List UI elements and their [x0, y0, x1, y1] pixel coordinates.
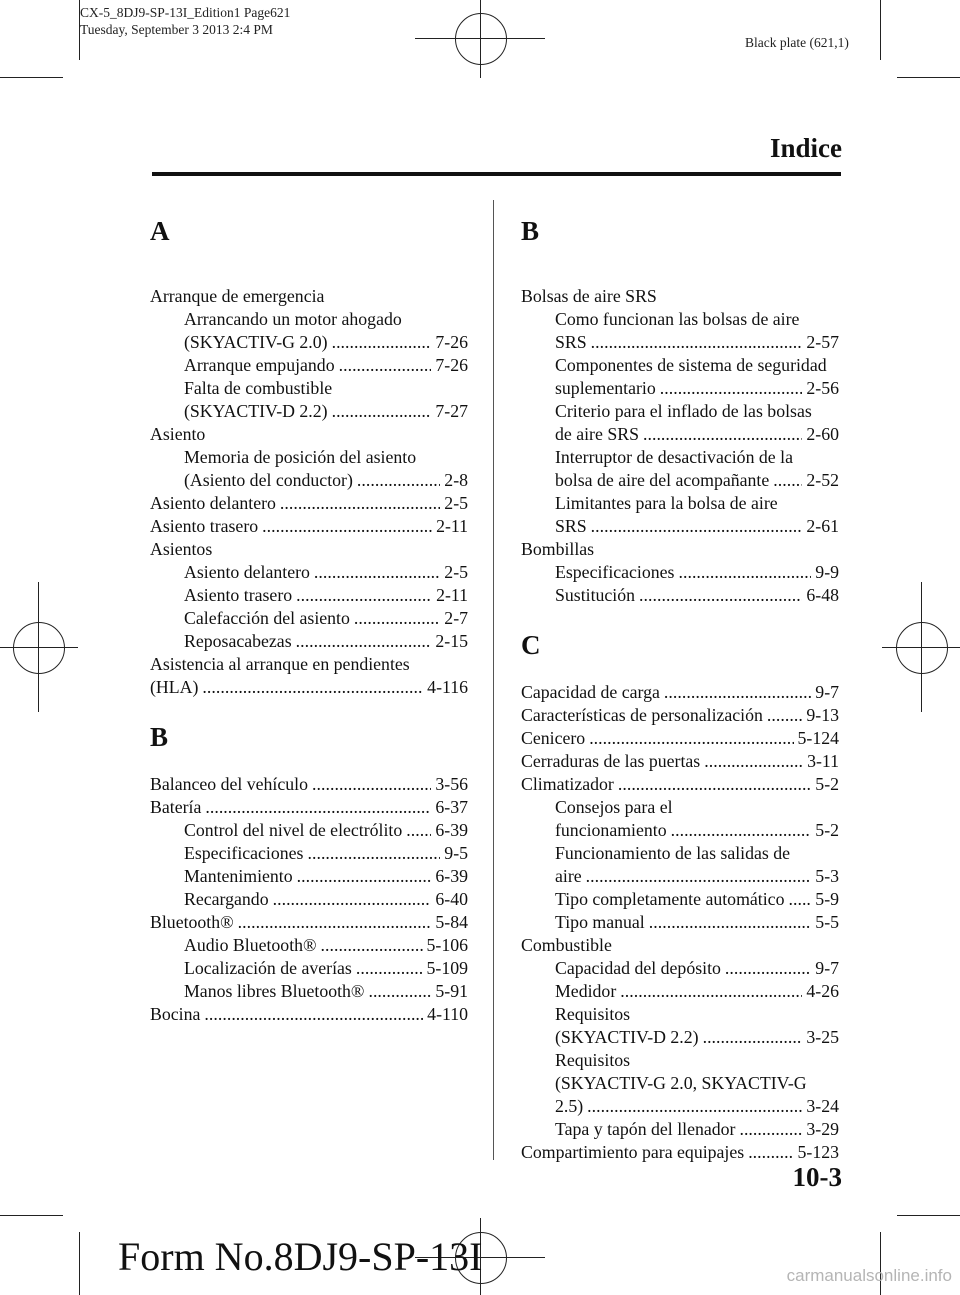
dot-leader [297, 865, 432, 888]
index-subentry [521, 584, 839, 607]
dot-leader [314, 561, 440, 584]
index-subentry [150, 957, 468, 980]
entry-text: funcionamiento [555, 820, 667, 840]
page-reference: 7-26 [435, 332, 468, 352]
index-entry [150, 773, 468, 796]
page-reference: 4-110 [427, 1004, 468, 1024]
index-entry [521, 704, 839, 727]
page-reference: 2-52 [806, 470, 839, 490]
dot-leader [204, 1003, 423, 1026]
page-reference: 9-7 [815, 958, 839, 978]
page-reference: 5-109 [426, 958, 468, 978]
entry-text: Componentes de sistema de seguridad [555, 355, 827, 375]
page-reference: 5-106 [426, 935, 468, 955]
dot-leader [678, 561, 811, 584]
entry-text: Bluetooth® [150, 912, 234, 932]
index-subentry [521, 492, 839, 515]
entry-text: Limitantes para la bolsa de aire [555, 493, 778, 513]
page-reference: 2-5 [444, 562, 468, 582]
entry-text: suplementario [555, 378, 656, 398]
page-reference: 5-9 [815, 889, 839, 909]
dot-leader [664, 681, 811, 704]
dot-leader [262, 515, 432, 538]
dot-leader [703, 1026, 803, 1049]
page-reference: 2-57 [806, 332, 839, 352]
page-reference: 2-61 [806, 516, 839, 536]
crop-mark [79, 0, 80, 60]
entry-text: Arrancando un motor ahogado [184, 309, 402, 329]
dot-leader [357, 469, 440, 492]
entry-text: Mantenimiento [184, 866, 293, 886]
entry-text: Recargando [184, 889, 269, 909]
print-timestamp: Tuesday, September 3 2013 2:4 PM [80, 22, 273, 37]
page-reference: 6-48 [806, 585, 839, 605]
index-subentry [150, 607, 468, 630]
entry-text: Consejos para el [555, 797, 673, 817]
dot-leader [586, 865, 812, 888]
page-reference: 2-56 [806, 378, 839, 398]
print-file-info [80, 4, 290, 38]
entry-text: (Asiento del conductor) [184, 470, 353, 490]
index-subentry [521, 1095, 839, 1118]
index-entry [150, 796, 468, 819]
column-divider [493, 200, 494, 1160]
index-entry [521, 773, 839, 796]
page-reference: 2-5 [444, 493, 468, 513]
entry-text: SRS [555, 332, 587, 352]
index-subentry [150, 865, 468, 888]
dot-leader [307, 842, 440, 865]
index-subentry [150, 819, 468, 842]
index-subentry [150, 888, 468, 911]
dot-leader [202, 676, 423, 699]
entry-text: Audio Bluetooth® [184, 935, 317, 955]
index-subentry [150, 934, 468, 957]
index-subentry [521, 331, 839, 354]
entry-text: Asiento trasero [184, 585, 293, 605]
index-subentry [521, 469, 839, 492]
index-subentry [521, 1072, 839, 1095]
entry-text: Medidor [555, 981, 617, 1001]
crop-mark [79, 1232, 80, 1295]
dot-leader [238, 911, 432, 934]
entry-text: de aire SRS [555, 424, 639, 444]
page-reference: 3-29 [806, 1119, 839, 1139]
index-entry [150, 515, 468, 538]
index-subentry [521, 354, 839, 377]
entry-text: Especificaciones [184, 843, 304, 863]
page-reference: 9-13 [806, 705, 839, 725]
entry-text: Batería [150, 797, 202, 817]
title-rule [152, 172, 841, 176]
index-entry [150, 285, 468, 308]
page-reference: 4-26 [806, 981, 839, 1001]
entry-text: Calefacción del asiento [184, 608, 350, 628]
index-subentry [521, 865, 839, 888]
index-entry [521, 1141, 839, 1164]
index-letter-heading: C [521, 630, 541, 660]
index-subentry [521, 446, 839, 469]
dot-leader [704, 750, 803, 773]
entry-text: (SKYACTIV-D 2.2) [184, 401, 328, 421]
entry-text: Cenicero [521, 728, 586, 748]
dot-leader [589, 727, 793, 750]
dot-leader [639, 584, 802, 607]
page-reference: 6-39 [435, 866, 468, 886]
dot-leader [788, 888, 811, 911]
index-subentry [521, 1118, 839, 1141]
index-entry [150, 538, 468, 561]
dot-leader [671, 819, 812, 842]
entry-text: Sustitución [555, 585, 636, 605]
dot-leader [748, 1141, 793, 1164]
entry-text: Como funcionan las bolsas de aire [555, 309, 800, 329]
entry-text: Asiento trasero [150, 516, 259, 536]
page-reference: 5-2 [815, 774, 839, 794]
index-letter-heading: A [150, 216, 170, 246]
page-reference: 2-11 [436, 585, 468, 605]
dot-leader [618, 773, 811, 796]
entry-text: (SKYACTIV-D 2.2) [555, 1027, 699, 1047]
dot-leader [321, 934, 423, 957]
entry-text: Asiento delantero [150, 493, 276, 513]
entry-text: Requisitos [555, 1050, 631, 1070]
entry-text: (SKYACTIV-G 2.0) [184, 332, 328, 352]
dot-leader [587, 1095, 802, 1118]
entry-text: Asistencia al arranque en pendientes [150, 654, 410, 674]
index-subentry [150, 842, 468, 865]
print-file-name: CX-5_8DJ9-SP-13I_Edition1 Page621 [80, 5, 291, 20]
entry-text: Falta de combustible [184, 378, 333, 398]
page-reference: 2-11 [436, 516, 468, 536]
page-reference: 4-116 [427, 677, 468, 697]
page-reference: 9-7 [815, 682, 839, 702]
dot-leader [356, 957, 423, 980]
entry-text: Asiento delantero [184, 562, 310, 582]
entry-text: aire [555, 866, 582, 886]
entry-text: Control del nivel de electrólito [184, 820, 403, 840]
entry-text: Tipo completamente automático [555, 889, 785, 909]
page-reference: 2-60 [806, 424, 839, 444]
page-reference: 2-8 [444, 470, 468, 490]
index-subentry [521, 1026, 839, 1049]
index-entry [150, 423, 468, 446]
entry-text: Especificaciones [555, 562, 675, 582]
index-subentry [150, 469, 468, 492]
entry-text: (HLA) [150, 677, 199, 697]
page-reference: 6-39 [435, 820, 468, 840]
page-reference: 6-37 [435, 797, 468, 817]
index-subentry [521, 911, 839, 934]
index-entry [150, 676, 468, 699]
page-reference: 5-123 [797, 1142, 839, 1162]
section-title: Indice [769, 133, 842, 163]
index-entry [521, 681, 839, 704]
entry-text: Memoria de posición del asiento [184, 447, 417, 467]
dot-leader [280, 492, 440, 515]
index-entry [150, 911, 468, 934]
entry-text: Características de personalización [521, 705, 763, 725]
index-subentry [521, 1049, 839, 1072]
dot-leader [773, 469, 802, 492]
index-subentry [521, 561, 839, 584]
dot-leader [725, 957, 811, 980]
entry-text: Tapa y tapón del llenador [555, 1119, 736, 1139]
index-entry [521, 934, 839, 957]
entry-text: Balanceo del vehículo [150, 774, 308, 794]
index-subentry [521, 400, 839, 423]
entry-text: Climatizador [521, 774, 614, 794]
dot-leader [273, 888, 432, 911]
index-subentry [521, 888, 839, 911]
index-entry [150, 1003, 468, 1026]
index-subentry [521, 308, 839, 331]
page-reference: 9-9 [815, 562, 839, 582]
page-reference: 9-5 [444, 843, 468, 863]
entry-text: Bocina [150, 1004, 201, 1024]
entry-text: Localización de averías [184, 958, 352, 978]
index-subentry [150, 308, 468, 331]
entry-text: Funcionamiento de las salidas de [555, 843, 791, 863]
index-entry [521, 538, 839, 561]
index-subentry [521, 796, 839, 819]
dot-leader [296, 584, 432, 607]
dot-leader [205, 796, 431, 819]
index-subentry [521, 842, 839, 865]
page-reference: 5-5 [815, 912, 839, 932]
dot-leader [332, 400, 432, 423]
index-column-right [521, 211, 839, 1164]
dot-leader [339, 354, 432, 377]
entry-text: Asiento [150, 424, 206, 444]
page-reference: 2-7 [444, 608, 468, 628]
entry-text: Capacidad de carga [521, 682, 660, 702]
dot-leader [354, 607, 440, 630]
index-letter-heading: B [150, 722, 169, 752]
dot-leader [332, 331, 432, 354]
index-subentry [521, 1003, 839, 1026]
index-subentry [150, 446, 468, 469]
page-reference: 7-27 [435, 401, 468, 421]
entry-text: Requisitos [555, 1004, 631, 1024]
index-subentry [521, 819, 839, 842]
dot-leader [649, 911, 812, 934]
dot-leader [767, 704, 803, 727]
page-reference: 3-24 [806, 1096, 839, 1116]
page-reference: 5-2 [815, 820, 839, 840]
dot-leader [643, 423, 802, 446]
entry-text: Criterio para el inflado de las bolsas [555, 401, 812, 421]
page-number: 10-3 [792, 1162, 842, 1192]
entry-text: Interruptor de desactivación de la [555, 447, 793, 467]
page-reference: 3-56 [435, 774, 468, 794]
dot-leader [296, 630, 432, 653]
entry-text: Arranque de emergencia [150, 286, 325, 306]
index-subentry [150, 630, 468, 653]
entry-text: Tipo manual [555, 912, 645, 932]
index-column-left [150, 211, 468, 1026]
crop-mark [0, 77, 63, 78]
entry-text: Reposacabezas [184, 631, 292, 651]
entry-text: Compartimiento para equipajes [521, 1142, 745, 1162]
crop-mark [880, 0, 881, 60]
entry-text: Bombillas [521, 539, 595, 559]
index-entry [521, 285, 839, 308]
watermark: carmanualsonline.info [786, 1266, 952, 1285]
index-letter-heading: B [521, 216, 540, 246]
dot-leader [591, 515, 803, 538]
index-subentry [521, 377, 839, 400]
index-entry [521, 727, 839, 750]
page-reference: 3-11 [807, 751, 839, 771]
entry-text: bolsa de aire del acompañante [555, 470, 770, 490]
page-reference: 7-26 [435, 355, 468, 375]
index-subentry [521, 980, 839, 1003]
index-subentry [521, 957, 839, 980]
index-subentry [150, 331, 468, 354]
crop-mark [897, 77, 960, 78]
crop-mark [0, 1215, 63, 1216]
form-number: Form No.8DJ9-SP-13I [118, 1234, 483, 1279]
entry-text: Cerraduras de las puertas [521, 751, 701, 771]
page-reference: 3-25 [806, 1027, 839, 1047]
page-reference: 5-124 [797, 728, 839, 748]
index-subentry [150, 584, 468, 607]
entry-text: 2.5) [555, 1096, 584, 1116]
entry-text: Combustible [521, 935, 612, 955]
entry-text: Arranque empujando [184, 355, 335, 375]
dot-leader [368, 980, 431, 1003]
index-entry [150, 492, 468, 515]
entry-text: (SKYACTIV-G 2.0, SKYACTIV-G [555, 1073, 807, 1093]
index-subentry [150, 354, 468, 377]
page-reference: 2-15 [435, 631, 468, 651]
page-reference: 5-91 [435, 981, 468, 1001]
entry-text: SRS [555, 516, 587, 536]
dot-leader [739, 1118, 802, 1141]
page-reference: 5-84 [435, 912, 468, 932]
dot-leader [591, 331, 803, 354]
index-subentry [150, 400, 468, 423]
entry-text: Asientos [150, 539, 213, 559]
entry-text: Bolsas de aire SRS [521, 286, 657, 306]
plate-label: Black plate (621,1) [745, 35, 849, 50]
dot-leader [620, 980, 802, 1003]
entry-text: Manos libres Bluetooth® [184, 981, 365, 1001]
dot-leader [406, 819, 431, 842]
entry-text: Capacidad del depósito [555, 958, 721, 978]
index-entry [521, 750, 839, 773]
index-subentry [150, 980, 468, 1003]
index-subentry [521, 423, 839, 446]
index-subentry [150, 561, 468, 584]
dot-leader [660, 377, 803, 400]
index-subentry [150, 377, 468, 400]
page-reference: 5-3 [815, 866, 839, 886]
page-reference: 6-40 [435, 889, 468, 909]
index-entry [150, 653, 468, 676]
dot-leader [312, 773, 431, 796]
index-subentry [521, 515, 839, 538]
crop-mark [897, 1215, 960, 1216]
